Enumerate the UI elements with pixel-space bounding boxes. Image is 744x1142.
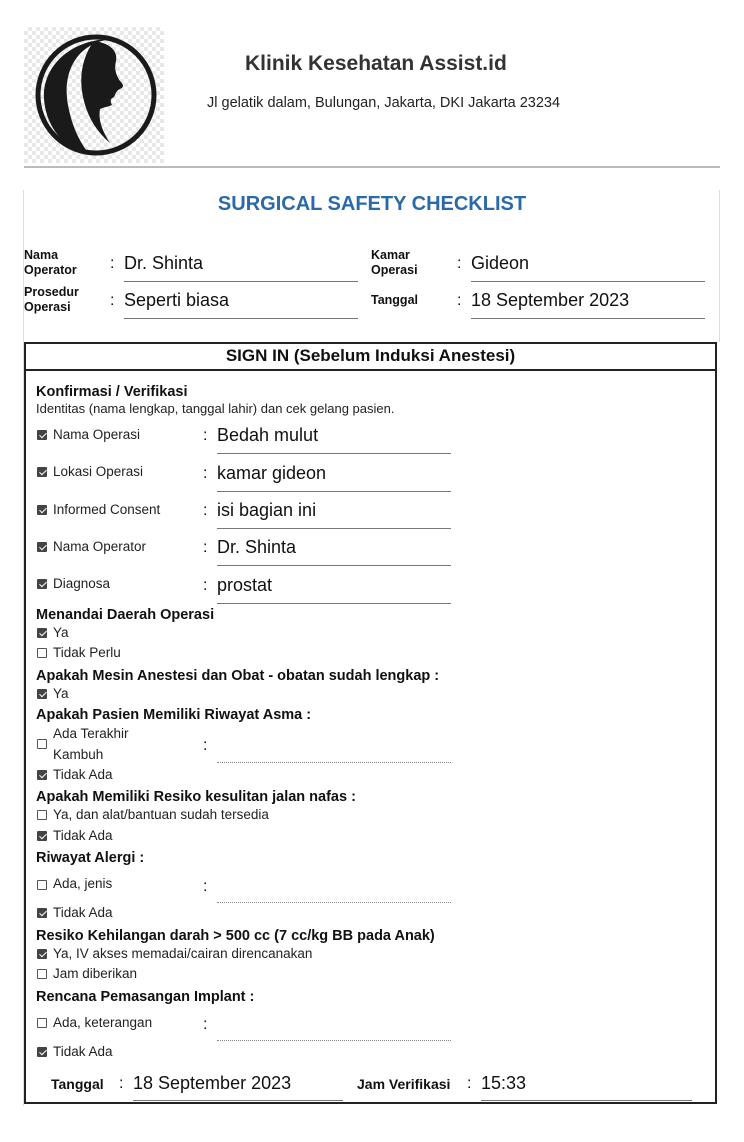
colon: : — [203, 539, 208, 556]
darah-ya-checkbox[interactable] — [37, 949, 47, 959]
konfirmasi-subtitle: Identitas (nama lengkap, tanggal lahir) dan cek gelang pasien. — [36, 401, 395, 416]
darah-title: Resiko Kehilangan darah > 500 cc (7 cc/kg BB pada Anak) — [36, 928, 435, 944]
jam-verifikasi-value[interactable]: 15:33 — [481, 1073, 527, 1093]
lokasi-operasi-underline — [217, 491, 451, 492]
asma-ada-checkbox[interactable] — [37, 739, 47, 749]
page-title: SURGICAL SAFETY CHECKLIST — [217, 193, 527, 215]
kamar-operasi-value[interactable]: Gideon — [471, 253, 530, 273]
implant-tidak-ada-checkbox[interactable] — [37, 1047, 47, 1057]
darah-jam-label: Jam diberikan — [53, 966, 138, 981]
prosedur-operasi-value[interactable]: Seperti biasa — [124, 290, 230, 310]
footer-tanggal-underline — [133, 1100, 343, 1101]
nafas-ya-label: Ya, dan alat/bantuan sudah tersedia — [53, 807, 269, 822]
diagnosa-label: Diagnosa — [53, 576, 111, 591]
informed-consent-value[interactable]: isi bagian ini — [217, 500, 317, 520]
lokasi-operasi-label: Lokasi Operasi — [53, 464, 144, 479]
alergi-title: Riwayat Alergi : — [36, 850, 145, 866]
tanggal-label: Tanggal — [371, 293, 418, 307]
informed-consent-checkbox[interactable] — [37, 505, 47, 515]
nama-operasi-underline — [217, 453, 451, 454]
colon: : — [110, 292, 115, 309]
asma-tidak-ada-checkbox[interactable] — [37, 770, 47, 780]
asma-ada-label-line2: Kambuh — [53, 747, 104, 762]
prosedur-operasi-underline — [124, 318, 358, 319]
footer-tanggal-label: Tanggal — [51, 1076, 104, 1092]
colon: : — [119, 1075, 124, 1092]
footer-tanggal-value[interactable]: 18 September 2023 — [133, 1073, 292, 1093]
menandai-tidak-perlu-checkbox[interactable] — [37, 648, 47, 658]
asma-kambuh-input[interactable] — [217, 762, 451, 763]
informed-consent-underline — [217, 528, 451, 529]
darah-jam-checkbox[interactable] — [37, 969, 47, 979]
jam-verifikasi-label: Jam Verifikasi — [357, 1076, 451, 1092]
sign-in-heading: SIGN IN (Sebelum Induksi Anestesi) — [24, 342, 717, 371]
nama-operasi-checkbox[interactable] — [37, 430, 47, 440]
nama-operasi-value[interactable]: Bedah mulut — [217, 425, 319, 445]
nama-operasi-label: Nama Operasi — [53, 427, 141, 442]
mesin-ya-checkbox[interactable] — [37, 689, 47, 699]
woman-profile-logo-icon — [24, 27, 164, 163]
alergi-jenis-input[interactable] — [217, 902, 451, 903]
implant-title: Rencana Pemasangan Implant : — [36, 989, 255, 1005]
asma-title: Apakah Pasien Memiliki Riwayat Asma : — [36, 707, 312, 723]
clinic-logo — [24, 27, 164, 163]
kamar-operasi-underline — [471, 281, 705, 282]
colon: : — [203, 502, 208, 519]
nama-operator-value[interactable]: Dr. Shinta — [124, 253, 204, 273]
jam-verifikasi-underline — [481, 1100, 692, 1101]
nafas-tidak-ada-checkbox[interactable] — [37, 831, 47, 841]
menandai-title: Menandai Daerah Operasi — [36, 607, 215, 623]
alergi-tidak-ada-label: Tidak Ada — [53, 905, 113, 920]
prosedur-operasi-label: Prosedur Operasi — [24, 285, 79, 314]
colon: : — [203, 737, 208, 754]
tanggal-value[interactable]: 18 September 2023 — [471, 290, 630, 310]
darah-ya-label: Ya, IV akses memadai/cairan direncanakan — [53, 946, 313, 961]
nama-operator-label: Nama Operator — [24, 248, 77, 277]
alergi-tidak-ada-checkbox[interactable] — [37, 908, 47, 918]
menandai-tidak-perlu-label: Tidak Perlu — [53, 645, 121, 660]
diagnosa-value[interactable]: prostat — [217, 575, 273, 595]
asma-ada-label-line1: Ada Terakhir — [53, 726, 129, 741]
colon: : — [203, 465, 208, 482]
menandai-ya-label: Ya — [53, 625, 69, 640]
implant-keterangan-input[interactable] — [217, 1040, 451, 1041]
clinic-name: Klinik Kesehatan Assist.id — [245, 52, 507, 75]
mesin-ya-label: Ya — [53, 686, 69, 701]
implant-ada-checkbox[interactable] — [37, 1018, 47, 1028]
clinic-address: Jl gelatik dalam, Bulungan, Jakarta, DKI Jakarta 23234 — [207, 95, 561, 111]
nama-operator-checkbox[interactable] — [37, 542, 47, 552]
colon: : — [203, 878, 208, 895]
colon: : — [203, 427, 208, 444]
nafas-tidak-ada-label: Tidak Ada — [53, 828, 113, 843]
lokasi-operasi-value[interactable]: kamar gideon — [217, 463, 327, 483]
nafas-title: Apakah Memiliki Resiko kesulitan jalan nafas : — [36, 789, 356, 805]
diagnosa-underline — [217, 603, 451, 604]
implant-ada-label: Ada, keterangan — [53, 1015, 153, 1030]
nafas-ya-checkbox[interactable] — [37, 810, 47, 820]
colon: : — [203, 577, 208, 594]
alergi-ada-label: Ada, jenis — [53, 876, 113, 891]
nama-operator-item-value[interactable]: Dr. Shinta — [217, 537, 297, 557]
tanggal-underline — [471, 318, 705, 319]
colon: : — [457, 255, 462, 272]
colon: : — [457, 292, 462, 309]
nama-operator-underline — [124, 281, 358, 282]
colon: : — [110, 255, 115, 272]
colon: : — [467, 1075, 472, 1092]
kamar-operasi-label: Kamar Operasi — [371, 248, 418, 277]
implant-tidak-ada-label: Tidak Ada — [53, 1044, 113, 1059]
nama-operator-item-underline — [217, 565, 451, 566]
nama-operator-item-label: Nama Operator — [53, 539, 147, 554]
lokasi-operasi-checkbox[interactable] — [37, 467, 47, 477]
menandai-ya-checkbox[interactable] — [37, 628, 47, 638]
alergi-ada-checkbox[interactable] — [37, 880, 47, 890]
asma-tidak-ada-label: Tidak Ada — [53, 767, 113, 782]
diagnosa-checkbox[interactable] — [37, 579, 47, 589]
header-divider — [24, 166, 720, 168]
informed-consent-label: Informed Consent — [53, 502, 161, 517]
konfirmasi-title: Konfirmasi / Verifikasi — [36, 384, 188, 400]
colon: : — [203, 1016, 208, 1033]
mesin-anestesi-title: Apakah Mesin Anestesi dan Obat - obatan sudah lengkap : — [36, 668, 440, 684]
